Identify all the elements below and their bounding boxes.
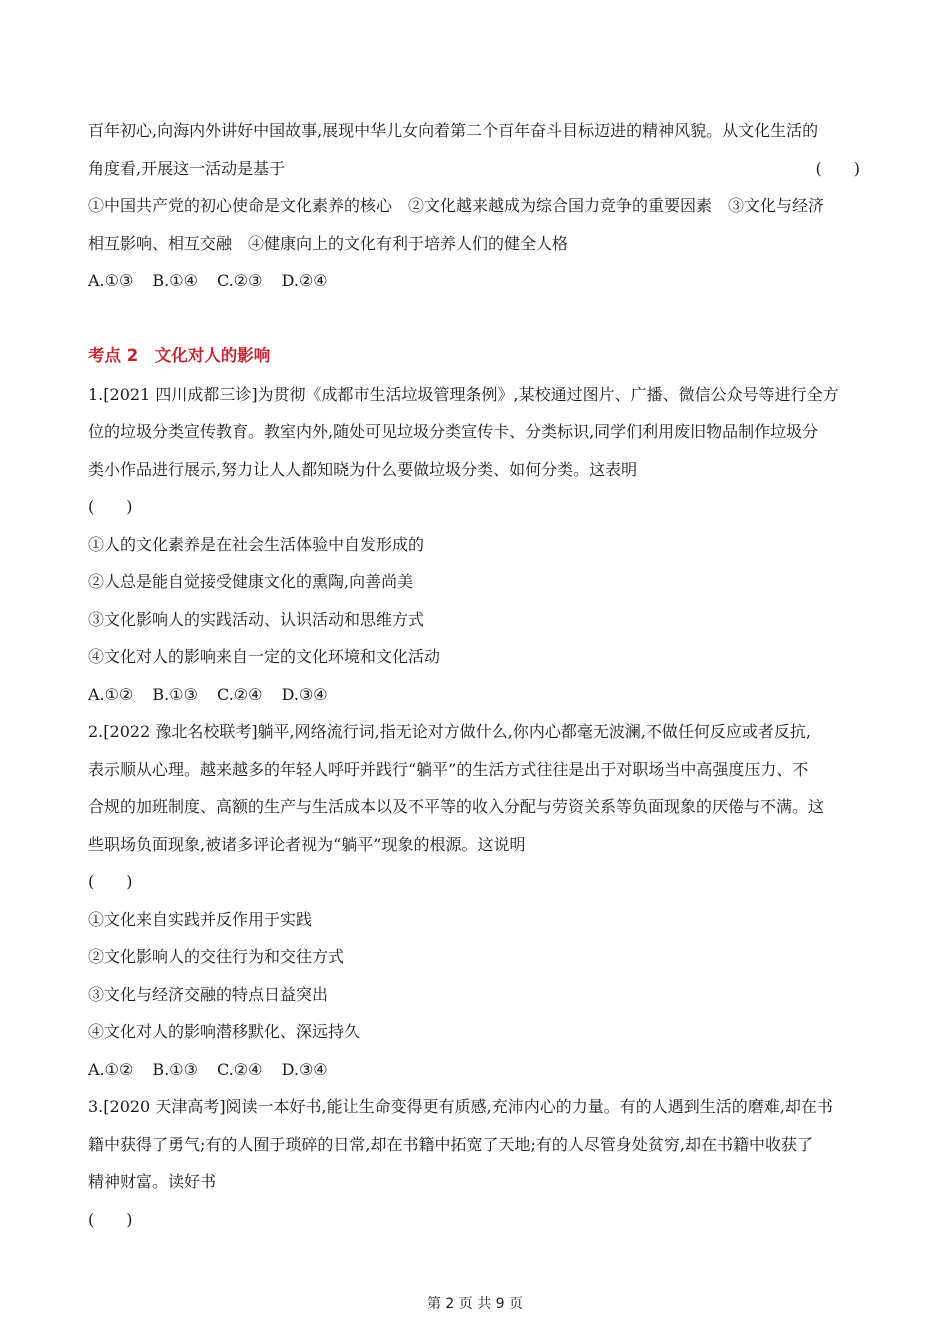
answer-paren: ( )	[88, 872, 133, 891]
answer-paren: ( )	[815, 158, 860, 178]
answer-choices	[88, 676, 868, 714]
question-stem-line: 2.[2022 豫北名校联考]躺平,网络流行词,指无论对方做什么,你内心都毫无波澜,不做任何反应或者反抗,	[88, 722, 811, 741]
question-stem-line: 位的垃圾分类宣传教育。教室内外,随处可见垃圾分类宣传卡、分类标识,同学们利用废旧物品制作垃圾分	[88, 422, 819, 441]
answer-choice-a: A.①③	[88, 271, 134, 290]
question-stem-line: 些职场负面现象,被诸多评论者视为“躺平”现象的根源。这说明	[88, 834, 526, 854]
options-line: 相互影响、相互交融 ④健康向上的文化有利于培养人们的健全人格	[88, 233, 569, 253]
document-page	[88, 112, 868, 1238]
answer-choice-d: D.③④	[281, 684, 328, 704]
option-2: ②人总是能自觉接受健康文化的熏陶,向善尚美	[88, 572, 414, 591]
question-3	[88, 1088, 868, 1238]
answer-choice-c: C.②④	[217, 684, 263, 704]
answer-choice-a: A.①②	[88, 1059, 134, 1079]
question-2	[88, 713, 868, 1088]
question-stem-line	[88, 150, 868, 188]
answer-choice-c: C.②③	[217, 271, 263, 290]
question-1	[88, 376, 868, 714]
question-stem-line: 籍中获得了勇气;有的人囿于琐碎的日常,却在书籍中拓宽了天地;有的人尽管身处贫穷,却在书籍中收获了	[88, 1134, 813, 1154]
section-heading: 考点 2 文化对人的影响	[88, 345, 271, 365]
answer-choice-d: D.③④	[281, 1059, 328, 1079]
answer-choice-a: A.①②	[88, 684, 134, 704]
answer-choices	[88, 262, 868, 300]
question-stem-line: 表示顺从心理。越来越多的年轻人呼吁并践行“躺平”的生活方式往往是出于对职场当中高强度压力、不	[88, 759, 809, 779]
question-stem-line: 3.[2020 天津高考]阅读一本好书,能让生命变得更有质感,充沛内心的力量。有的人遇到生活的磨难,却在书	[88, 1097, 833, 1116]
answer-choice-b: B.①④	[152, 271, 198, 290]
answer-paren: ( )	[88, 497, 133, 516]
options-line: ①中国共产党的初心使命是文化素养的核心 ②文化越来越成为综合国力竞争的重要因素 ③文化与经济	[88, 196, 825, 215]
option-2: ②文化影响人的交往行为和交往方式	[88, 947, 345, 966]
question-stem-line: 精神财富。读好书	[88, 1172, 217, 1191]
answer-choices	[88, 1051, 868, 1089]
option-3: ③文化与经济交融的特点日益突出	[88, 984, 329, 1004]
option-3: ③文化影响人的实践活动、认识活动和思维方式	[88, 609, 425, 629]
answer-choice-b: B.①③	[152, 684, 198, 704]
question-stem-line: 百年初心,向海内外讲好中国故事,展现中华儿女向着第二个百年奋斗目标迈进的精神风貌。从文化生活的	[88, 121, 819, 140]
spacer	[88, 300, 868, 336]
question-stem-text: 角度看,开展这一活动是基于	[88, 158, 286, 178]
question-stem-line: 合规的加班制度、高额的生产与生活成本以及不平等的收入分配与劳资关系等负面现象的厌倦与不满。这	[88, 797, 825, 816]
option-4: ④文化对人的影响来自一定的文化环境和文化活动	[88, 647, 441, 666]
option-1: ①人的文化素养是在社会生活体验中自发形成的	[88, 534, 425, 554]
answer-choice-d: D.②④	[281, 271, 328, 290]
answer-paren: ( )	[88, 1209, 133, 1229]
answer-choice-b: B.①③	[152, 1059, 198, 1079]
question-stem-line: 1.[2021 四川成都三诊]为贯彻《成都市生活垃圾管理条例》,某校通过图片、广播、微信公众号等进行全方	[88, 384, 839, 404]
page-footer: 第 2 页 共 9 页	[426, 1296, 524, 1312]
intro-question	[88, 112, 868, 300]
option-4: ④文化对人的影响潜移默化、深远持久	[88, 1022, 361, 1041]
question-stem-line: 类小作品进行展示,努力让人人都知晓为什么要做垃圾分类、如何分类。这表明	[88, 459, 638, 479]
answer-choice-c: C.②④	[217, 1059, 263, 1079]
option-1: ①文化来自实践并反作用于实践	[88, 909, 313, 929]
